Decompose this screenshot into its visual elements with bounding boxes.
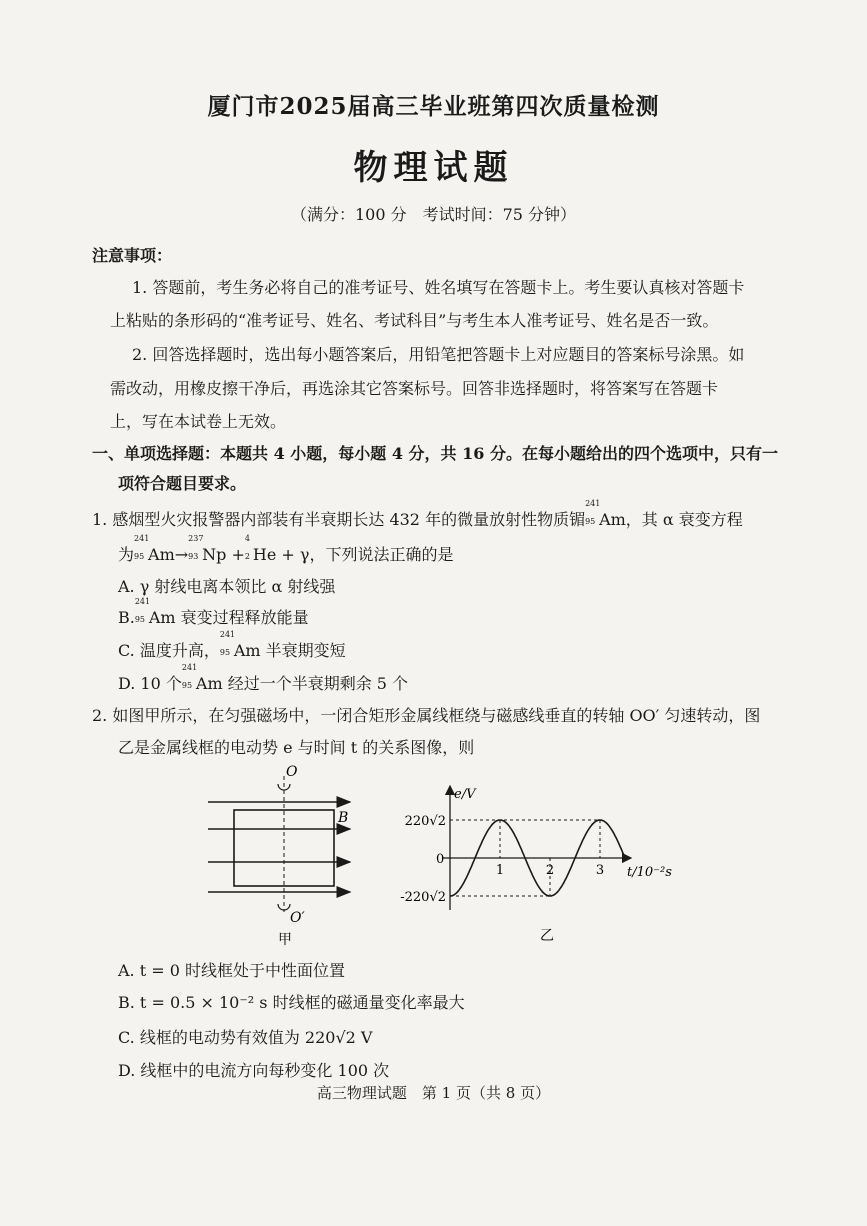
q2-option-b: B. t = 0.5 × 10⁻² s 时线框的磁通量变化率最大 [118,993,465,1012]
atomic-number: 93 [188,552,199,561]
exam-title: 物理试题 [353,148,514,188]
np-isotope [188,534,204,561]
q1-stem-text-2: Am，其 α 衰变方程 [599,510,743,529]
atomic-number: 95 [134,552,145,561]
atomic-number: 95 [134,615,146,624]
am-isotope [219,630,236,657]
mass-number: 241 [134,597,151,606]
x-axis-label: t/10⁻²s [627,865,672,880]
q2-option-c: C. 线框的电动势有效值为 220√2 V [118,1028,373,1047]
mass-number: 241 [585,499,601,508]
page-footer: 高三物理试题 第 1 页（共 8 页） [316,1084,551,1102]
q1-equation [118,534,454,565]
am-isotope [134,534,150,561]
q1-option-b [118,597,309,628]
mass-number: 237 [188,534,204,543]
y-axis-label: e/V [454,787,476,802]
am-isotope [134,597,151,624]
section-heading: 一、单项选择题：本题共 4 小题，每小题 4 分，共 16 分。在每小题给出的四个选项中，只有一 [92,444,778,463]
mass-number: 241 [134,534,150,543]
option-text: Am 半衰期变短 [233,641,346,660]
atomic-number: 95 [181,681,193,690]
field-label: B [338,810,349,826]
et-graph [390,780,710,950]
am-isotope [585,499,601,526]
eq-np: Np + [202,545,245,564]
q1-option-c [118,630,346,661]
x-tick: 2 [545,863,555,878]
eq-prefix: 为 [118,545,135,564]
exam-meta: （满分：100 分 考试时间：75 分钟） [290,205,577,224]
q2-stem-cont: 乙是金属线框的电动势 e 与时间 t 的关系图像，则 [118,738,475,757]
exam-school-line: 厦门市2025届高三毕业班第四次质量检测 [207,93,660,120]
y-tick-min: -220√2 [400,890,446,905]
option-text: Am 衰变过程释放能量 [148,608,309,627]
he-isotope [244,534,253,561]
mass-number: 4 [244,534,250,543]
q2-option-d: D. 线框中的电流方向每秒变化 100 次 [118,1061,390,1080]
option-text: Am 经过一个半衰期剩余 5 个 [195,674,409,693]
origin-label: 0 [436,852,445,867]
am-isotope [181,663,198,690]
option-label: D. 10 个 [118,674,182,693]
notice-heading: 注意事项： [92,246,173,265]
notice-line: 需改动，用橡皮擦干净后，再选涂其它答案标号。回答非选择题时，将答案写在答题卡 [110,379,719,398]
mass-number: 241 [181,663,198,672]
option-label: B. [118,608,135,627]
figure-caption-left: 甲 [278,932,292,948]
notice-line: 上，写在本试卷上无效。 [110,412,287,431]
y-tick-max: 220√2 [404,814,446,829]
figure-rotating-coil [200,762,380,952]
notice-line: 2. 回答选择题时，选出每小题答案后，用铅笔把答题卡上对应题目的答案标号涂黑。如 [132,345,745,364]
q2-option-a: A. t = 0 时线框处于中性面位置 [118,961,346,980]
eq-he: He + γ，下列说法正确的是 [252,545,454,564]
q1-stem [92,499,743,530]
notice-line: 1. 答题前，考生务必将自己的准考证号、姓名填写在答题卡上。考生要认真核对答题卡 [132,278,745,297]
eq-am: Am→ [148,545,189,564]
axis-label-top: O [286,764,298,780]
q1-option-a: A. γ 射线电离本领比 α 射线强 [118,577,336,596]
section-heading-cont: 项符合题目要求。 [118,474,247,493]
q1-stem-text: 1. 感烟型火灾报警器内部装有半衰期长达 432 年的微量放射性物质镅 [92,510,586,529]
x-tick: 3 [595,863,605,878]
atomic-number: 2 [244,552,250,561]
mass-number: 241 [219,630,236,639]
atomic-number: 95 [219,648,231,657]
q2-stem: 2. 如图甲所示，在匀强磁场中，一闭合矩形金属线框绕与磁感线垂直的转轴 OO′ 匀速转动，图 [92,706,761,725]
figure-caption-right: 乙 [540,928,554,944]
atomic-number: 95 [585,517,596,526]
x-tick: 1 [495,863,505,878]
axis-label-bottom: O′ [290,910,305,926]
notice-line: 上粘贴的条形码的“准考证号、姓名、考试科目”与考生本人准考证号、姓名是否一致。 [110,311,719,330]
option-label: C. 温度升高， [118,641,220,660]
q1-option-d [118,663,409,694]
